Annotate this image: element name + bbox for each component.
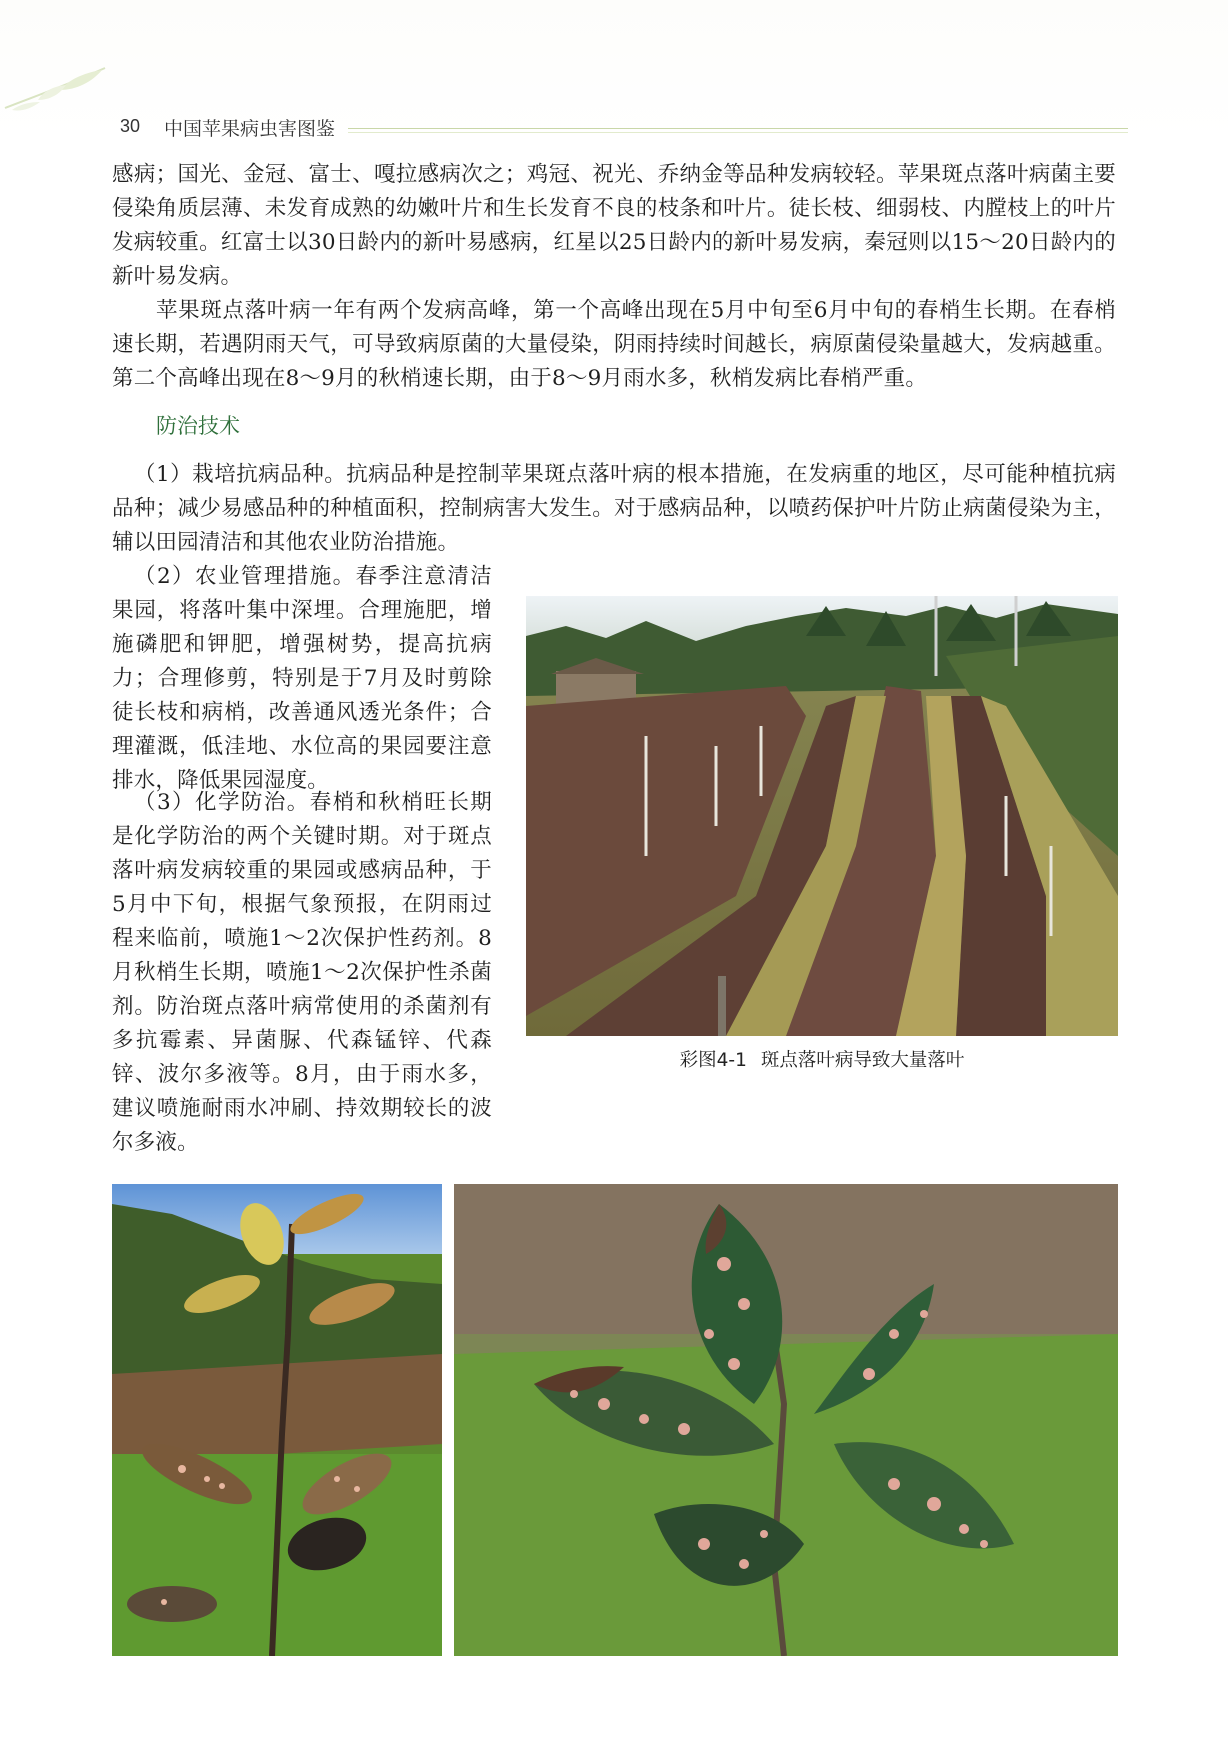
diseased-shoot-photo	[112, 1184, 442, 1656]
leaf-ornament-icon	[0, 60, 130, 130]
figure-number: 彩图4-1	[679, 1050, 747, 1071]
header-divider-thin	[348, 132, 1128, 133]
paragraph-agricultural-management: （2）农业管理措施。春季注意清洁果园，将落叶集中深埋。合理施肥，增施磷肥和钾肥，增强树势，提高抗病力；合理修剪，特别是于7月及时剪除徒长枝和病梢，改善通风透光条件；合理灌溉，低洼地、水位高的果园要注意排水，降低果园湿度。	[112, 564, 492, 793]
paragraph-resistant-varieties: （1）栽培抗病品种。抗病品种是控制苹果斑点落叶病的根本措施，在发病重的地区，尽可能种植抗病品种；减少易感品种的种植面积，控制病害大发生。对于感病品种，以喷药保护叶片防止病菌侵染为主，辅以田园清洁和其他农业防治措施。	[112, 462, 1116, 555]
paragraph-disease-peaks: 苹果斑点落叶病一年有两个发病高峰，第一个高峰出现在5月中旬至6月中旬的春梢生长期。在春梢速长期，若遇阴雨天气，可导致病原菌的大量侵染，阴雨持续时间越长，病原菌侵染量越大，发病越重。第二个高峰出现在8～9月的秋梢速长期，由于8～9月雨水多，秋梢发病比春梢严重。	[112, 298, 1116, 391]
paragraph-chemical-control: （3）化学防治。春梢和秋梢旺长期是化学防治的两个关键时期。对于斑点落叶病发病较重的果园或感病品种，于5月中下旬，根据气象预报，在阴雨过程来临前，喷施1～2次保护性药剂。8月秋梢生长期，喷施1～2次保护性杀菌剂。防治斑点落叶病常使用的杀菌剂有多抗霉素、异菌脲、代森锰锌、代森锌、波尔多液等。8月，由于雨水多，建议喷施耐雨水冲刷、持效期较长的波尔多液。	[112, 790, 492, 1155]
figure-caption-text: 斑点落叶病导致大量落叶	[760, 1050, 965, 1071]
header-divider	[348, 128, 1128, 129]
section-heading: 防治技术	[156, 414, 240, 438]
book-title: 中国苹果病虫害图鉴	[164, 118, 336, 140]
page-header	[120, 112, 1120, 148]
orchard-defoliation-photo	[526, 596, 1118, 1036]
page-number: 30	[120, 116, 141, 136]
figure-caption	[526, 1046, 1118, 1072]
paragraph-susceptibility: 感病；国光、金冠、富士、嘎拉感病次之；鸡冠、祝光、乔纳金等品种发病较轻。苹果斑点落叶病菌主要侵染角质层薄、未发育成熟的幼嫩叶片和生长发育不良的枝条和叶片。徒长枝、细弱枝、内膛枝上的叶片发病较重。红富士以30日龄内的新叶易感病，红星以25日龄内的新叶易发病，秦冠则以15～20日龄内的新叶易发病。	[112, 162, 1116, 289]
spotted-leaves-closeup-photo	[454, 1184, 1118, 1656]
